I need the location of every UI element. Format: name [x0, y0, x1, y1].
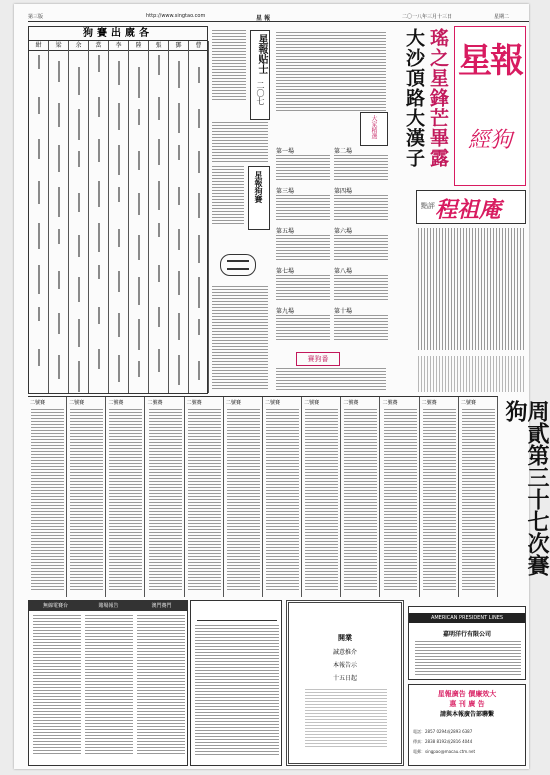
dog-table-entry	[138, 151, 140, 170]
dog-table-entry	[138, 235, 140, 260]
dog-table-entry	[118, 187, 120, 202]
dog-table-col-header: 陸	[129, 41, 149, 51]
race-label: 第十場	[334, 308, 353, 315]
race-label: 第五場	[276, 228, 295, 235]
dog-table-entry	[118, 103, 120, 130]
dog-table-entry	[98, 55, 100, 72]
headline-block	[399, 26, 451, 186]
ad-apl	[408, 606, 526, 680]
dog-table-col	[189, 51, 209, 393]
dog-table-col-header: 李	[109, 41, 129, 51]
dog-table-col	[169, 51, 189, 393]
runner-column-header: 二號賽	[225, 400, 241, 406]
dog-table-col	[29, 51, 49, 393]
dog-table-entry	[58, 187, 60, 217]
ad-opening-line: 十五日起	[332, 675, 357, 682]
dog-table-entry	[178, 355, 180, 385]
race-label: 第一場	[276, 148, 295, 155]
dog-table-entry	[178, 187, 180, 205]
runner-column-header: 二號賽	[421, 400, 437, 406]
tips-column	[210, 26, 273, 394]
runner-column	[67, 397, 106, 597]
dog-table-entry	[98, 265, 100, 279]
dog-table-entry	[38, 55, 40, 69]
ad-contact-phone: 電話：2857 0294或2893 6387	[413, 729, 473, 734]
masthead	[454, 26, 526, 186]
dog-entries-table	[28, 26, 208, 394]
dog-table-entry	[198, 319, 200, 335]
ad-opening-line: 誠意推介	[332, 649, 357, 656]
dog-table-entry	[158, 307, 160, 327]
dog-table-col-header: 張	[149, 41, 169, 51]
dog-table-entry	[198, 235, 200, 263]
dog-table-entry	[38, 265, 40, 294]
dog-table-entry	[198, 277, 200, 308]
dog-table-entry	[138, 361, 140, 377]
dog-table-entry	[78, 151, 80, 167]
sidebar-label-box	[360, 112, 388, 146]
dog-table-col-header: 鄧	[169, 41, 189, 51]
ad-contact-line1: 星報廣告 價廉效大	[437, 690, 497, 698]
dog-table-entry	[158, 55, 160, 75]
dog-table-entry	[158, 223, 160, 237]
big-side-text: 周貳第三十七次賽狗	[502, 400, 550, 576]
dog-table-entry	[78, 361, 80, 392]
dog-table-entry	[138, 319, 140, 350]
runner-column	[341, 397, 380, 597]
dog-table-entry	[78, 235, 80, 257]
dog-table-entry	[58, 145, 60, 172]
dog-table-col-header: 余	[69, 41, 89, 51]
masthead-name: 星報	[458, 41, 522, 81]
race-label: 第七場	[276, 268, 295, 275]
dog-table-entry	[158, 139, 160, 165]
runner-column-header: 二號賽	[265, 400, 281, 406]
feature-title-box	[416, 190, 526, 224]
dog-table-entry	[178, 145, 180, 160]
runner-column-header: 二號賽	[460, 400, 476, 406]
dog-table-entry	[98, 97, 100, 117]
dog-table-entry	[118, 229, 120, 247]
dog-table-entry	[158, 349, 160, 372]
ad-apl-banner: AMERICAN PRESIDENT LINES	[409, 613, 525, 623]
runner-column-header: 二號賽	[108, 400, 124, 406]
dog-table-entry	[118, 145, 120, 175]
dog-table-col-header: 紺	[29, 41, 49, 51]
feature-title: 程祖庵	[435, 197, 502, 223]
results-header: 澳門賽門	[151, 603, 172, 609]
ad-odds	[190, 600, 282, 766]
feature-body	[418, 228, 524, 350]
dog-table-col-header: 曹	[189, 41, 209, 51]
dog-table-entry	[38, 181, 40, 204]
header-paper-name: 星 報	[256, 15, 271, 22]
dog-table-entry	[178, 313, 180, 340]
dog-table-col	[109, 51, 129, 393]
runner-column-header: 二號賽	[382, 400, 398, 406]
dog-table-entry	[38, 139, 40, 159]
big-side-title	[502, 400, 550, 596]
runner-column	[459, 397, 498, 597]
masthead-sub: 經狗	[467, 128, 512, 153]
dog-table-entry	[198, 67, 200, 83]
results-box	[28, 600, 188, 766]
dog-table-entry	[58, 61, 60, 82]
dog-table-entry	[178, 103, 180, 133]
ad-opening	[286, 600, 404, 766]
dog-table-header-row	[29, 41, 207, 51]
dog-table-entry	[58, 229, 60, 244]
dog-table-entry	[138, 109, 140, 125]
tips-sub-heading: 星報狗賽	[254, 171, 264, 203]
dog-table-entry	[118, 271, 120, 292]
dog-table-entry	[58, 271, 60, 289]
logo-stamp	[220, 254, 256, 276]
dog-table-entry	[158, 265, 160, 282]
runner-column-header: 二號賽	[147, 400, 163, 406]
ad-contact-fax: 傳真：2838 8192或2816 4044	[413, 739, 473, 744]
runner-column	[381, 397, 420, 597]
runner-column-header: 二號賽	[186, 400, 202, 406]
race-label: 第三場	[276, 188, 295, 195]
dog-table-col	[129, 51, 149, 393]
dog-table-entry	[98, 139, 100, 162]
dog-table-entry	[38, 223, 40, 249]
runner-column	[28, 397, 67, 597]
page-header	[28, 12, 529, 22]
runner-column	[146, 397, 185, 597]
dog-table-entry	[118, 355, 120, 382]
dog-table-col	[49, 51, 69, 393]
runner-column-header: 二號賽	[343, 400, 359, 406]
ad-apl-company: 嘉明洋行有限公司	[442, 631, 491, 638]
ad-contact	[408, 684, 526, 766]
header-weekday: 星期二	[494, 14, 510, 20]
ad-contact-email: 電郵：singpao@macau.ctm.net	[413, 749, 476, 754]
dog-table-entry	[138, 277, 140, 305]
dog-table-entry	[98, 181, 100, 207]
ad-opening-line: 本報告示	[332, 662, 357, 669]
runner-column	[302, 397, 341, 597]
dog-table-entry	[198, 151, 200, 173]
tips-heading: 星報贴士	[256, 34, 267, 74]
race-label: 第八場	[334, 268, 353, 275]
race-list	[276, 146, 392, 346]
runner-column-header: 二號賽	[30, 400, 46, 406]
dog-table-entry	[178, 61, 180, 88]
runners-grid	[28, 396, 498, 596]
race-label: 第四場	[334, 188, 353, 195]
runner-column	[224, 397, 263, 597]
runner-column-header: 二號賽	[304, 400, 320, 406]
runner-column	[106, 397, 145, 597]
dog-table-col-header: 梁	[49, 41, 69, 51]
dog-table-entry	[198, 109, 200, 128]
dog-table-entry	[78, 67, 80, 95]
dog-table-body	[29, 51, 207, 393]
results-header: 無線電賽台	[42, 603, 68, 609]
dog-table-entry	[98, 223, 100, 252]
runner-column-header: 二號賽	[69, 400, 85, 406]
header-url: http://www.singtao.com	[146, 13, 206, 19]
feature-tag: 點評	[421, 202, 435, 210]
dog-table-entry	[58, 355, 60, 379]
runner-column	[263, 397, 302, 597]
dog-table-entry	[38, 349, 40, 366]
dog-table-entry	[38, 307, 40, 321]
dog-table-entry	[78, 193, 80, 212]
dog-table-entry	[198, 361, 200, 380]
dog-table-title: 狗賽出廐各	[29, 27, 207, 41]
header-date: 二〇一八年三月十三日	[402, 14, 453, 20]
dog-table-entry	[98, 307, 100, 324]
page-number: 第三版	[28, 14, 44, 20]
runner-column	[185, 397, 224, 597]
dog-table-entry	[58, 103, 60, 127]
results-header: 賭場報告	[98, 603, 119, 609]
ad-contact-line3: 請與本報廣告部聯繫	[439, 711, 494, 718]
tips-sub-box	[248, 166, 270, 230]
ad-contact-line2: 惠 刊 廣 告	[449, 700, 485, 708]
dog-table-entry	[138, 193, 140, 215]
sidebar-label: 大家精選	[370, 115, 377, 139]
race-label: 第六場	[334, 228, 353, 235]
tips-heading-box	[250, 30, 270, 120]
dog-table-col-header: 當	[89, 41, 109, 51]
dog-table-entry	[98, 349, 100, 369]
small-box-label: 賽狗番	[296, 352, 340, 366]
dog-table-col	[89, 51, 109, 393]
newspaper-page	[14, 4, 550, 769]
dog-table-entry	[158, 181, 160, 210]
runner-column	[420, 397, 459, 597]
dog-table-entry	[118, 313, 120, 337]
dog-table-entry	[58, 313, 60, 334]
ad-opening-title: 開業	[338, 634, 352, 642]
headline-line-1: 瑤之星鋒芒畢露	[427, 28, 449, 168]
dog-table-entry	[118, 61, 120, 85]
dog-table-entry	[178, 271, 180, 295]
race-tips-column	[276, 26, 392, 394]
dog-table-entry	[158, 97, 160, 120]
dog-table-entry	[78, 109, 80, 140]
dog-table-entry	[178, 229, 180, 250]
dog-table-entry	[138, 67, 140, 98]
dog-table-entry	[198, 193, 200, 218]
dog-table-col	[69, 51, 89, 393]
dog-table-entry	[78, 277, 80, 302]
headline-line-2: 大沙頂路大漢子	[403, 28, 425, 168]
race-label: 第二場	[334, 148, 353, 155]
race-label: 第九場	[276, 308, 295, 315]
tips-number: 二〇七	[256, 81, 265, 105]
dog-table-entry	[78, 319, 80, 347]
dog-table-col	[149, 51, 169, 393]
dog-table-entry	[38, 97, 40, 114]
